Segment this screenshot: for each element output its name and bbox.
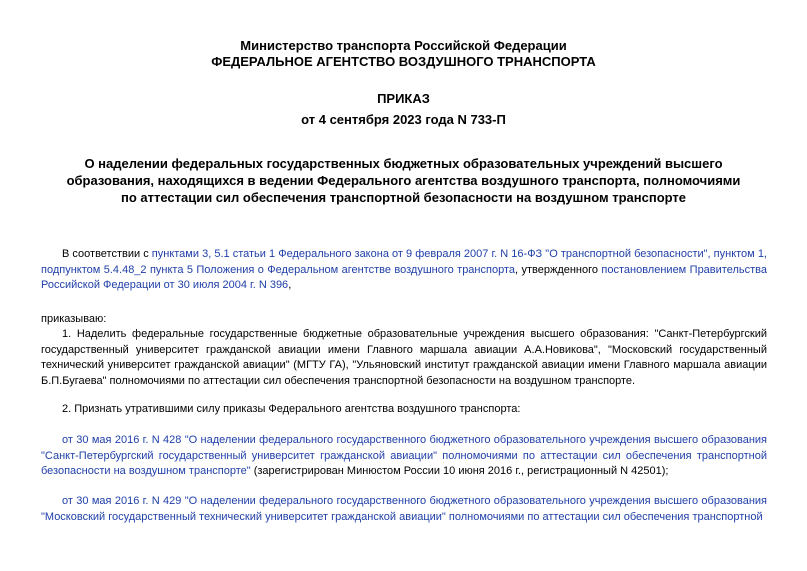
order-item-1: 1. Наделить федеральные государственные бюджетные образовательные учреждения высшего образования: "Санкт-Петербургский государственный университет гражданской авиации имени Главного маршала авиации А.А.Новикова", "Московский государственный технический университет гражданской авиации" (МГТУ ГА), "Ульяновский институт гражданской авиации имени Главного маршала авиации Б.П.Бугаева" полномочиями по аттестации сил обеспечения транспортной безопасности на воздушном транспорте. (41, 328, 767, 387)
revoked-order-2 (41, 494, 767, 525)
basis-text-2: , утвержденного (515, 263, 602, 276)
basis-text-3: , (288, 279, 292, 291)
agency-name: ФЕДЕРАЛЬНОЕ АГЕНТСТВО ВОЗДУШНОГО ТРНАНСПОРТА (211, 54, 596, 69)
basis-text-1: В соответствии с (62, 248, 152, 260)
revoked-order-2-link[interactable]: от 30 мая 2016 г. N 429 "О наделении федерального государственного бюджетного образовательного учреждения высшего образования "Московский государственный технический университет гражданской авиации" полномочиями по аттестации сил обеспечения транспортной (41, 495, 767, 523)
document-date-number: от 4 сентября 2023 года N 733-П (301, 112, 506, 127)
legal-basis-paragraph (41, 247, 767, 294)
order-item-2: 2. Признать утратившими силу приказы Федерального агентства воздушного транспорта: (62, 403, 521, 415)
revoked-order-1-registration: (зарегистрирован Минюстом России 10 июня 2016 г., регистрационный N 42501); (250, 465, 669, 477)
government-decree-link[interactable]: постановлением Правительства Российской Федерации от 30 июля 2004 г. N 396 (41, 263, 767, 291)
revoked-order-1-link[interactable]: от 30 мая 2016 г. N 428 "О наделении федерального государственного бюджетного образовательного учреждения высшего образования "Санкт-Петербургский государственный университет гражданской авиации" полномочиями по аттестации сил обеспечения транспортной безопасности на воздушном транспорте" (41, 434, 767, 477)
ministry-name: Министерство транспорта Российской Федерации (240, 38, 567, 53)
document-title: О наделении федеральных государственных бюджетных образовательных учреждений высшего образования, находящихся в ведении Федерального агентства воздушного транспорта, полномочиями по аттестации сил обеспечения транспортной безопасности на воздушном транспорте (66, 156, 741, 205)
document-type: ПРИКАЗ (377, 91, 430, 106)
order-word: приказываю: (41, 313, 107, 325)
federal-law-link[interactable]: пунктами 3, 5.1 статьи 1 Федерального закона от 9 февраля 2007 г. N 16-ФЗ "О транспортной безопасности", пунктом 1, подпунктом 5.4.48_2 пункта 5 Положения о Федеральном агентстве воздушного транспорта (41, 248, 767, 276)
revoked-order-1 (41, 433, 767, 480)
